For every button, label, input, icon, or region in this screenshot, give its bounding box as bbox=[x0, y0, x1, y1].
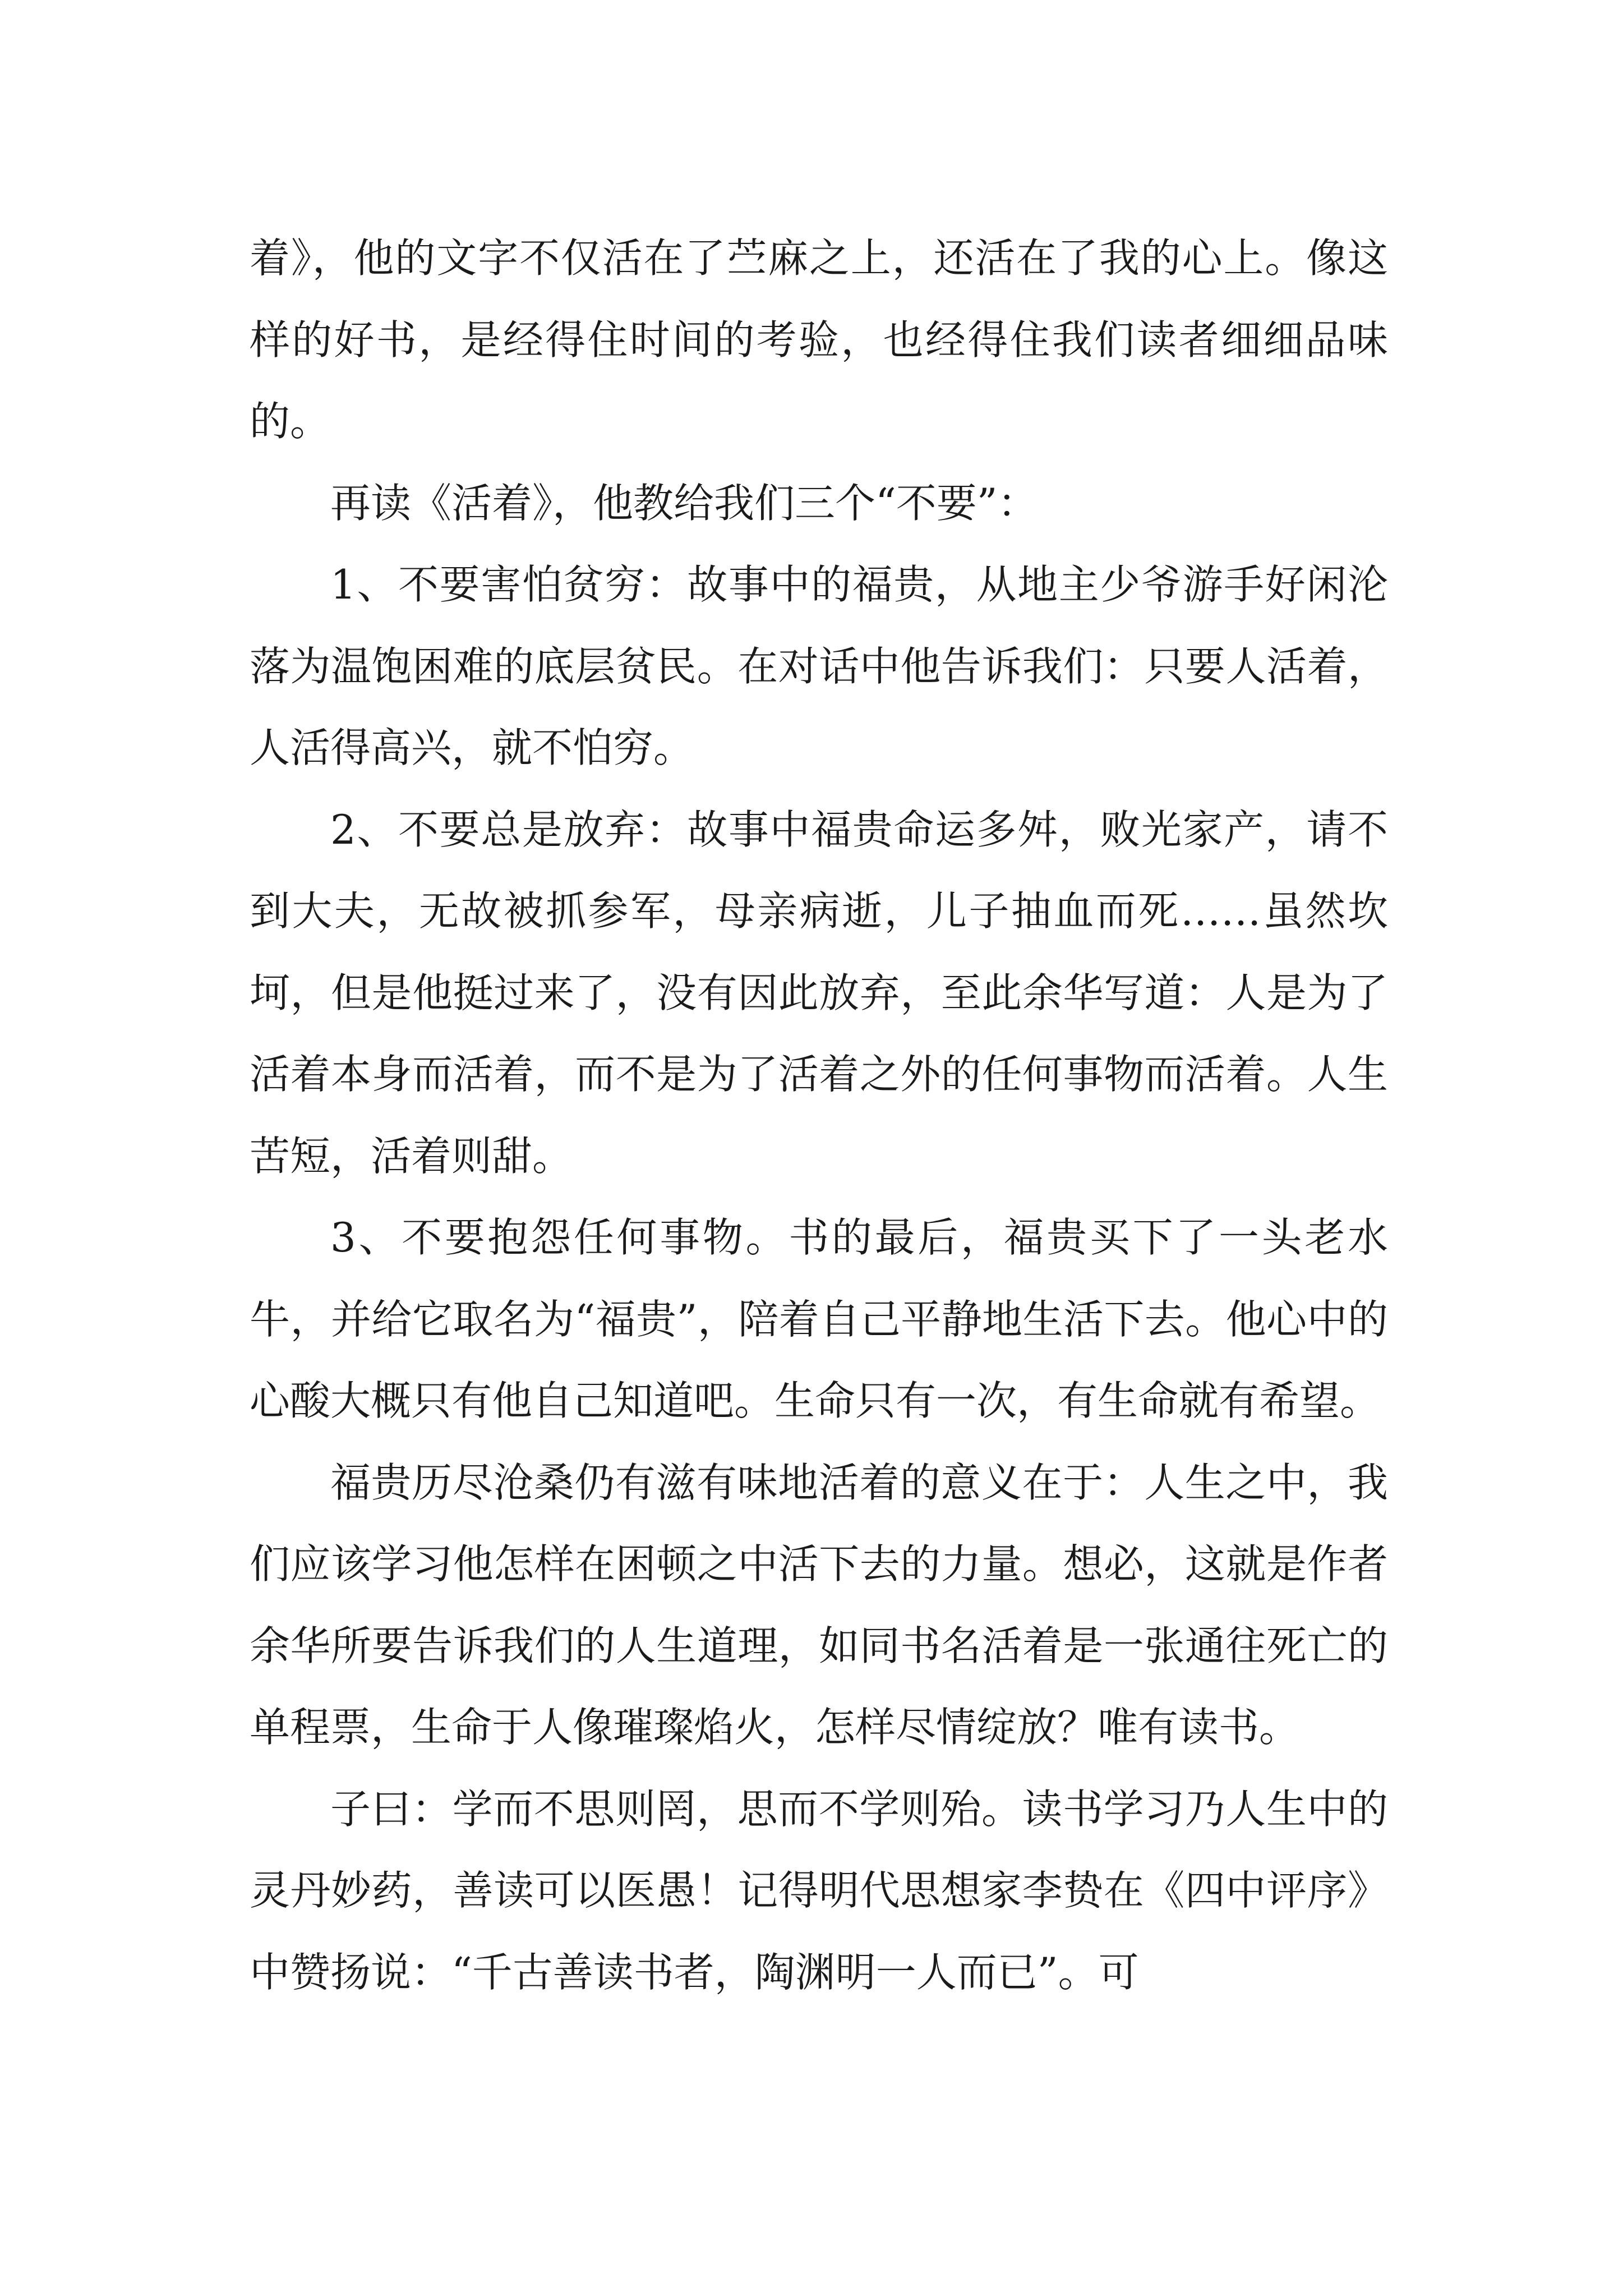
paragraph-dont-fear-poverty: 1、不要害怕贫穷：故事中的福贵，从地主少爷游手好闲沦落为温饱困难的底层贫民。在对话中他告诉我们：只要人活着，人活得高兴，就不怕穷。 bbox=[250, 561, 1388, 771]
paragraph-meaning-of-living: 福贵历尽沧桑仍有滋有味地活着的意义在于：人生之中，我们应该学习他怎样在困顿之中活下去的力量。想必，这就是作者余华所要告诉我们的人生道理，如同书名活着是一张通往死亡的单程票，生命于人像璀璨焰火，怎样尽情绽放？唯有读书。 bbox=[250, 1458, 1388, 1751]
paragraph-three-donts-intro: 再读《活着》，他教给我们三个“不要”： bbox=[330, 479, 1038, 527]
paragraph-dont-complain: 3、不要抱怨任何事物。书的最后，福贵买下了一头老水牛，并给它取名为“福贵”，陪着自己平静地生活下去。他心中的心酸大概只有他自己知道吧。生命只有一次，有生命就有希望。 bbox=[250, 1214, 1388, 1424]
paragraph-confucius-quote: 子曰：学而不思则罔，思而不学则殆。读书学习乃人生中的灵丹妙药，善读可以医愚！记得明代思想家李贽在《四中评序》中赞扬说：“千古善读书者，陶渊明一人而已”。可 bbox=[250, 1785, 1388, 1996]
document-body bbox=[250, 218, 1388, 2013]
paragraph-dont-give-up: 2、不要总是放弃：故事中福贵命运多舛，败光家产，请不到大夫，无故被抓参军，母亲病逝，儿子抽血而死……虽然坎坷，但是他挺过来了，没有因此放弃，至此余华写道：人是为了活着本身而活着，而不是为了活着之外的任何事物而活着。人生苦短，活着则甜。 bbox=[250, 806, 1388, 1180]
paragraph-continuation: 着》，他的文字不仅活在了苎麻之上，还活在了我的心上。像这样的好书，是经得住时间的考验，也经得住我们读者细细品味的。 bbox=[250, 234, 1388, 445]
